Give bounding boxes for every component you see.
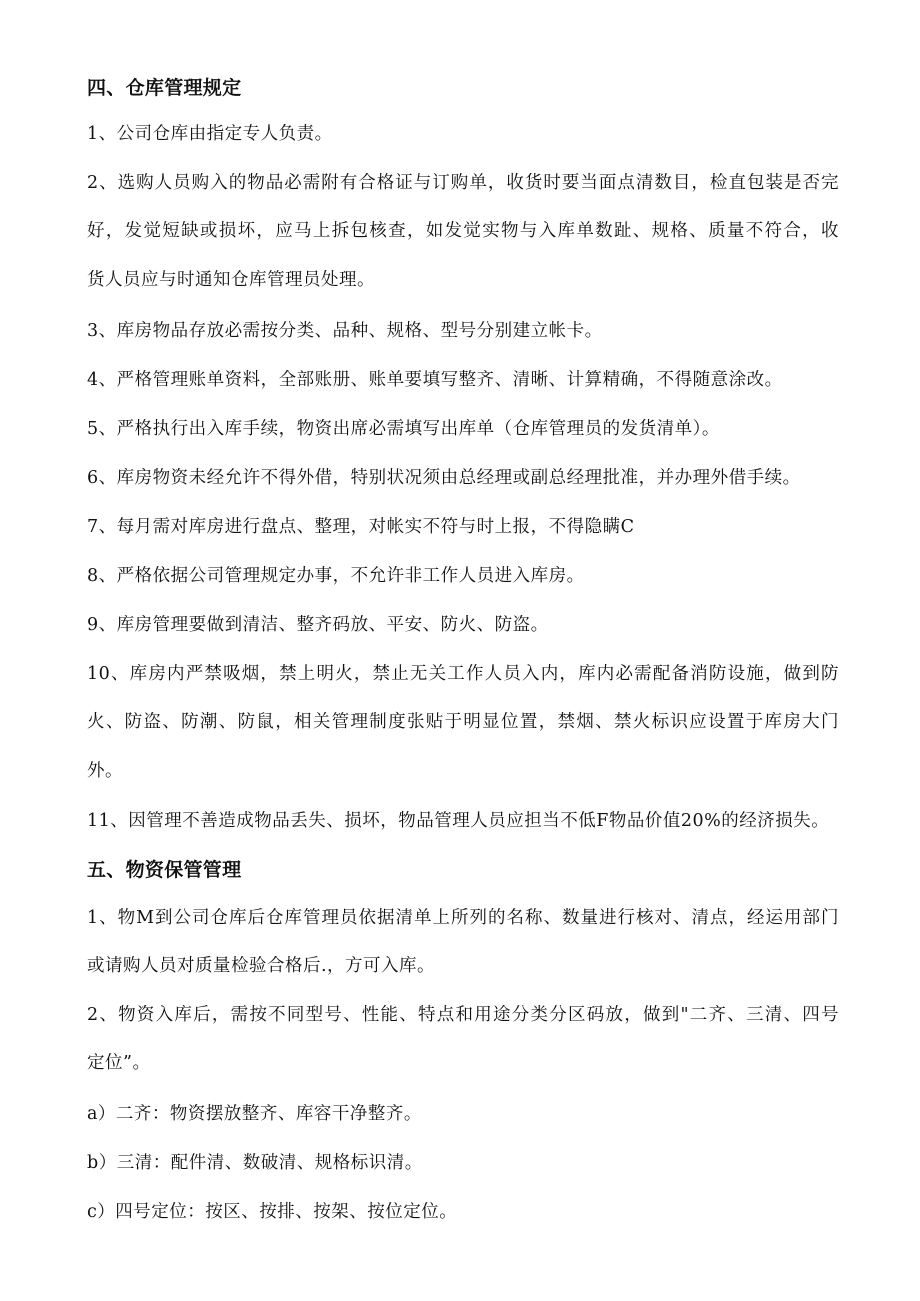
storage-item-2-line-1: 2、物资入库后，需按不同型号、性能、特点和用途分类分区码放，做到"二齐、三清、四号 [87,1005,839,1025]
rule-item-10-line-1: 10、库房内严禁吸烟，禁上明火，禁止无关工作人员入内，库内必需配备消防设施，做到防 [87,664,839,684]
rule-item-2-line-1: 2、选购人员购入的物品必需附有合格证与订购单，收货时要当面点清数目，检直包装是否完 [87,173,839,193]
rule-item-10-line-3: 外。 [87,760,123,781]
storage-subitem-b: b）三清：配件清、数破清、规格标识清。 [87,1153,423,1173]
storage-item-1-line-1: 1、物M到公司仓库后仓库管理员依据清单上所列的名称、数量进行核对、清点，经运用部门 [87,908,839,928]
storage-subitem-c: c）四号定位：按区、按排、按架、按位定位。 [87,1202,458,1222]
rule-item-8: 8、严格依据公司管理规定办事，不允许非工作人员进入库房。 [87,566,585,586]
storage-item-2 [87,991,839,1088]
rule-item-2 [87,159,839,304]
rule-item-11: 11、因管理不善造成物品丢失、损坏，物品管理人员应担当不低F物品价值20%的经济损失。 [87,811,830,831]
rule-item-1: 1、公司仓库由指定专人负责。 [87,124,333,144]
storage-subitem-a: a）二齐：物资摆放整齐、库容干净整齐。 [87,1104,422,1124]
rule-item-5: 5、严格执行出入库手续，物资出席必需填写出库单（仓库管理员的发货清单）。 [87,419,720,439]
rule-item-4: 4、严格管理账单资料，全部账册、账单要填写整齐、清晰、计算精确，不得随意涂改。 [87,370,783,390]
rule-item-7: 7、每月需对库房进行盘点、整理，对帐实不符与时上报，不得隐瞒C [87,517,635,537]
section-heading-warehouse-rules: 四、仓库管理规定 [87,77,242,99]
rule-item-9: 9、库房管理要做到清洁、整齐码放、平安、防火、防盗。 [87,615,549,635]
section-heading-material-storage: 五、物资保管管理 [87,859,242,881]
rule-item-2-line-3: 货人员应与时通知仓库管理员处理。 [87,269,375,290]
rule-item-6: 6、库房物资未经允许不得外借，特别状况须由总经理或副总经理批准，并办理外借手续。 [87,468,801,488]
storage-item-1-line-2: 或请购人员对质量检验合格后.，方可入库。 [87,956,436,977]
storage-item-2-line-2: 定位”。 [87,1053,151,1074]
rule-item-10 [87,650,839,795]
rule-item-3: 3、库房物品存放必需按分类、品种、规格、型号分别建立帐卡。 [87,321,603,341]
rule-item-2-line-2: 好，发觉短缺或损坏，应马上拆包核查，如发觉实物与入库单数趾、规格、质量不符合，收 [87,221,839,242]
storage-item-1 [87,894,839,991]
rule-item-10-line-2: 火、防盗、防潮、防鼠，相关管理制度张贴于明显位置，禁烟、禁火标识应设置于库房大门 [87,712,839,733]
